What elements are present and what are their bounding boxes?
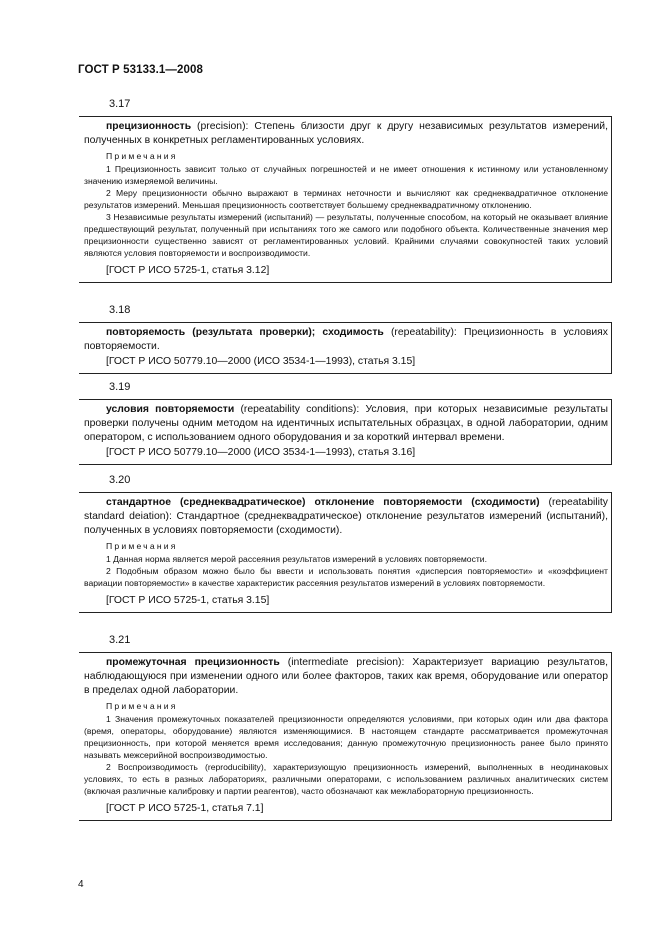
note: 2 Подобным образом можно было бы ввести и использовать понятия «дисперсия повторяемости» и «коэффициент вариации повторяемости» в качестве характеристик рассеяния результатов измерений в условиях повторяемости.: [84, 566, 608, 588]
definition: [84, 656, 608, 698]
section-number: 3.19: [109, 381, 131, 393]
reference: [ГОСТ Р ИСО 50779.10—2000 (ИСО 3534-1—1993), статья 3.15]: [106, 356, 416, 367]
term-box: [79, 116, 612, 283]
definition-text: (repeatability standard deiation): Стандартное (среднеквадратическое) отклонение результатов измерений (испытаний), полученных в условиях повторяемости (сходимости).: [84, 497, 609, 536]
section-3-19: [79, 380, 612, 465]
reference: [ГОСТ Р ИСО 5725-1, статья 7.1]: [106, 803, 264, 814]
section-number: 3.21: [109, 634, 131, 646]
term: условия повторяемости: [106, 404, 235, 415]
term-box: [79, 399, 612, 465]
section-3-18: [79, 303, 612, 374]
reference: [ГОСТ Р ИСО 50779.10—2000 (ИСО 3534-1—1993), статья 3.16]: [106, 447, 416, 458]
note: 1 Прецизионность зависит только от случайных погрешностей и не имеет отношения к истинному или установленному значению измеряемой величины.: [84, 164, 608, 186]
page-number: 4: [78, 879, 84, 890]
definition-text: (repeatability): Прецизионность в условиях повторяемости.: [84, 327, 608, 352]
term: повторяемость (результата проверки); сходимость: [106, 327, 384, 338]
notes-heading: Примечания: [106, 701, 178, 711]
definition-text: (repeatability conditions): Условия, при которых независимые результаты проверки получены одним методом на идентичных испытательных образцах, в одной лаборатории, одним оператором, с использованием одного оборудования и за короткий интервал времени.: [84, 404, 608, 443]
definition: [84, 120, 608, 148]
definition-text: (precision): Степень близости друг к другу независимых результатов измерений, полученных в конкретных регламентированных условиях.: [84, 121, 608, 146]
section-number: 3.18: [109, 304, 131, 316]
reference: [ГОСТ Р ИСО 5725-1, статья 3.12]: [106, 265, 270, 276]
term: стандартное (среднеквадратическое) отклонение повторяемости (сходимости): [106, 497, 540, 508]
note: 1 Данная норма является мерой рассеяния результатов измерений в условиях повторяемости.: [106, 554, 487, 564]
term-box: [79, 322, 612, 374]
document-header: ГОСТ Р 53133.1—2008: [78, 64, 203, 76]
note: 2 Воспроизводимость (reproducibility), характеризующую прецизионность измерений, выполненных в неодинаковых условиях, то есть в разных лабораториях, различными операторами, с использованием различных аналитических систем (включая различные калибровку и партии реагентов), часто обозначают как межлабораторную прецизионность.: [84, 762, 608, 796]
term-box: [79, 492, 612, 613]
notes-heading: Примечания: [106, 151, 178, 161]
notes-heading: Примечания: [106, 541, 178, 551]
section-3-21: [79, 633, 612, 821]
definition: [84, 326, 608, 354]
note: 2 Меру прецизионности обычно выражают в терминах неточности и вычисляют как среднеквадратичное отклонение результатов измерений. Меньшая прецизионность соответствует большему среднеквадратичному отклонению.: [84, 188, 608, 210]
definition: [84, 496, 608, 538]
section-number: 3.17: [109, 98, 131, 110]
term: промежуточная прецизионность: [106, 657, 280, 668]
term-box: [79, 652, 612, 821]
term: прецизионность: [106, 121, 192, 132]
definition: [84, 403, 608, 445]
section-3-20: [79, 473, 612, 613]
reference: [ГОСТ Р ИСО 5725-1, статья 3.15]: [106, 595, 270, 606]
section-3-17: [79, 97, 612, 283]
definition-text: (intermediate precision): Характеризует вариацию результатов, наблюдающуюся при изменении одного или более факторов, таких как время, оборудование или оператор в пределах одной лаборатории.: [84, 657, 609, 696]
note: 1 Значения промежуточных показателей прецизионности определяются условиями, при которых один или два фактора (время, операторы, оборудование) являются изменяющимися. В настоящем стандарте рассматривается промежуточная прецизионность, при которой меняется время исследования; данную промежуточную прецизионность ранее было принято называть межсерийной воспроизводимостью.: [84, 714, 608, 760]
section-number: 3.20: [109, 474, 131, 486]
note: 3 Независимые результаты измерений (испытаний) — результаты, полученные способом, на который не оказывает влияние предшествующий результат, полученный при испытаниях того же самого или подобного объекта. Количественные значения мер прецизионности существенно зависят от регламентированных условий. Крайними случаями совокупностей таких условий являются условия повторяемости и воспроизводимости.: [84, 212, 608, 258]
